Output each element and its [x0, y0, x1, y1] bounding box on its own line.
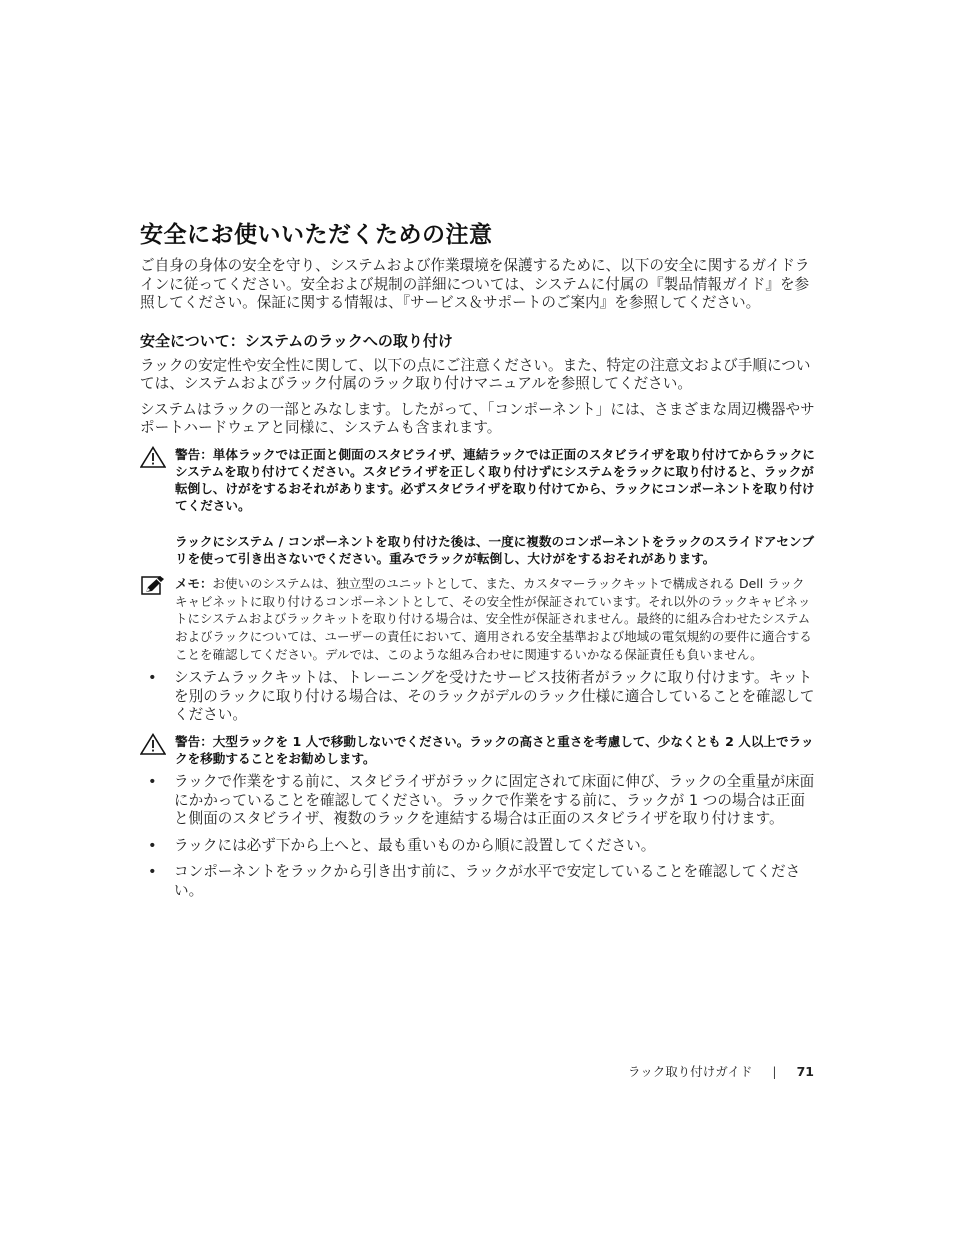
warning-lead: 警告： [175, 733, 213, 749]
page-footer [628, 1062, 814, 1080]
intro-paragraph: ご自身の身体の安全を守り、システムおよび作業環境を保護するために、以下の安全に関するガイドラインに従ってください。安全および規制の詳細については、システムに付属の『製品情報ガイド』を参照してください。保証に関する情報は、『サービス＆サポートのご案内』を参照してください。 [140, 257, 810, 311]
page-number: 71 [796, 1064, 814, 1079]
warning-body: 単体ラックでは正面と側面のスタビライザ、連結ラックでは正面のスタビライザを取り付けてからラックにシステムを取り付けてください。スタビライザを正しく取り付けずにシステムをラックに取り付けると、ラックが転倒し、けがをするおそれがあります。必ずスタビライザを取り付けてから、ラックにコンポーネントを取り付けてください。 [175, 446, 815, 514]
warning-triangle-icon [140, 733, 166, 755]
warning-notice-moving [140, 733, 815, 768]
memo-body: お使いのシステムは、独立型のユニットとして、また、カスタマーラックキットで構成される Dell ラックキャビネットに取り付けるコンポーネントとして、その安全性が保証されています。それ以外のラックキャビネットにシステムおよびラックキットを取り付ける場合は、安全性が保証されません。最終的に組み合わせたシステムおよびラックについては、ユーザーの責任において、適用される安全基準および地域の電気規約の要件に適合することを確認してください。デルでは、このような組み合わせに関連するいかなる保証責任も負いません。 [175, 576, 812, 662]
page-title: 安全にお使いいただくための注意 [140, 222, 493, 248]
bullet-list-1 [140, 669, 815, 725]
footer-separator: | [772, 1064, 777, 1079]
component-paragraph: システムはラックの一部とみなします。したがって、「コンポーネント」には、さまざまな周辺機器やサポートハードウェアと同様に、システムも含まれます。 [140, 400, 815, 436]
footer-label: ラック取り付けガイド [627, 1064, 753, 1079]
warning-text-3 [175, 733, 815, 768]
memo-text [175, 575, 815, 663]
pencil-note-icon [140, 575, 166, 597]
warning-text-1 [175, 446, 815, 515]
warning-lead: 警告： [175, 446, 213, 462]
bullet-icon: • [148, 669, 157, 687]
list-item: • システムラックキットは、トレーニングを受けたサービス技術者がラックに取り付けます。キットを別のラックに取り付ける場合は、そのラックがデルのラック仕様に適合していることを確認してください。 [148, 669, 815, 724]
page-content [140, 219, 815, 908]
warning-notice-stabilizers [140, 446, 815, 568]
section-title: 安全について：システムのラックへの取り付け [140, 331, 453, 350]
bullet-icon: • [148, 773, 157, 791]
memo-lead: メモ： [175, 576, 213, 592]
bullet-icon: • [148, 836, 157, 854]
warning-text-2: ラックにシステム / コンポーネントを取り付けた後は、一度に複数のコンポーネントをラックのスライドアセンブリを使って引き出さないでください。重みでラックが転倒し、大けがをするおそれがあります。 [175, 533, 815, 566]
memo-notice [140, 575, 815, 663]
warning-triangle-icon [140, 446, 166, 468]
warning-body: 大型ラックを 1 人で移動しないでください。ラックの高さと重さを考慮して、少なくとも 2 人以上でラックを移動することをお勧めします。 [175, 733, 814, 767]
bullet-list-2 [140, 773, 815, 900]
list-item: • ラックには必ず下から上へと、最も重いものから順に設置してください。 [148, 836, 656, 854]
stability-paragraph: ラックの安定性や安全性に関して、以下の点にご注意ください。また、特定の注意文および手順については、システムおよびラック付属のラック取り付けマニュアルを参照してください。 [140, 356, 811, 392]
list-item: • コンポーネントをラックから引き出す前に、ラックが水平で安定していることを確認してください。 [148, 863, 801, 899]
bullet-icon: • [148, 863, 157, 881]
list-item: • ラックで作業をする前に、スタビライザがラックに固定されて床面に伸び、ラックの全重量が床面にかかっていることを確認してください。ラックで作業をする前に、ラックが 1 つの場合は正面と側面のスタビライザ、複数のラックを連結する場合は正面のスタビライザを取り付けます。 [148, 773, 815, 828]
